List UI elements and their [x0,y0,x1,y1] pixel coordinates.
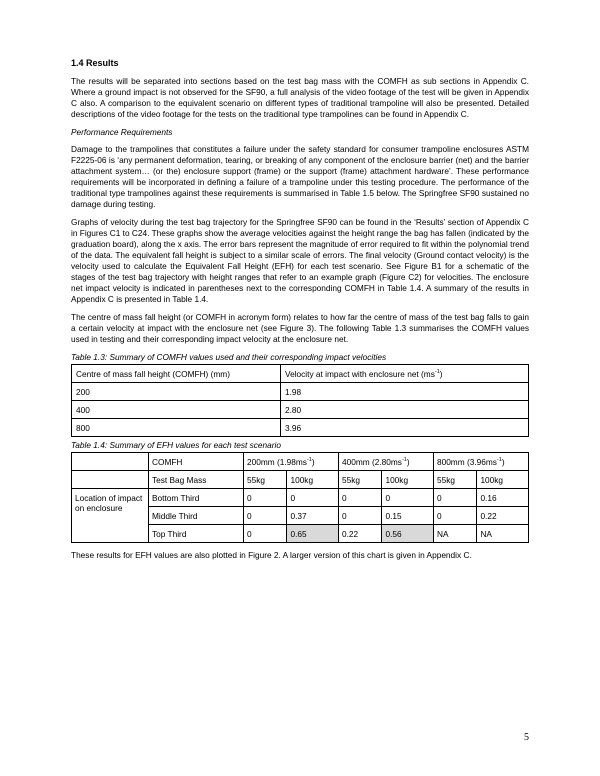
cell-efh: 0.56 [382,525,434,543]
row-label: Top Third [149,525,244,543]
header-comfh: Centre of mass fall height (COMFH) (mm) [72,365,281,383]
location-label: Location of impact on enclosure [72,489,149,543]
cell-mass: 55kg [244,471,287,489]
paragraph-velocity-graphs: Graphs of velocity during the test bag trajectory for the Springfree SF90 can be found in the ‘Results’ section of Appendix C in Figures C1 to C24. These graphs show the average velocities against the height range the bag has fallen (indicated by the graduation board), along the x axis. The error bars represent the magnitude of error required to fit within the polynomial trend of the data. The equivalent fall height is subject to a similar scale of errors. The final velocity (Ground contact velocity) is the velocity used to calculate the Equivalent Fall Height (EFH) for each test scenario. See Figure B1 for a schematic of the stages of the test bag trajectory with height ranges that refer to an example graph (Figure C2) for velocities. The enclosure net impact velocity is indicated in parentheses next to the corresponding COMFH in Table 1.4. A summary of the results in Appendix C is presented in Table 1.4. [71,217,529,304]
table-header-row [72,365,529,383]
cell-efh: 0.22 [477,507,529,525]
table-1-4-caption: Table 1.4: Summary of EFH values for each test scenario [71,440,281,450]
table-header-row [72,471,529,489]
page-number: 5 [524,732,529,743]
header-group-800: 800mm $(3.96ms^{-1})$ [433,453,528,471]
cell-efh: 0.65 [287,525,339,543]
header-mass: Test Bag Mass [149,471,244,489]
cell-efh: 0 [433,507,476,525]
blank-cell [72,453,149,471]
table-1-3 [71,364,529,437]
paragraph-performance: Damage to the trampolines that constitutes a failure under the safety standard for consumer trampoline enclosures ASTM F2225-06 is ‘any permanent deformation, tearing, or breaking of any component of the enclosure barrier (net) and the barrier attachment system… (or the) enclosure support (frame) or the support (frame) attachment hardware’. These performance requirements will be incorporated in defining a failure of a trampoline under this testing procedure. The performance of the traditional type trampolines against these requirements is summarised in Table 1.5 below. The Springfree SF90 sustained no damage during testing. [71,144,529,209]
cell-efh: 0.37 [287,507,339,525]
table-1-3-caption: Table 1.3: Summary of COMFH values used and their corresponding impact velocities [71,352,387,362]
cell-efh: NA [477,525,529,543]
cell-efh: 0 [244,507,287,525]
cell-velocity: 1.98 [281,383,529,401]
subheading-performance: Performance Requirements [71,127,173,137]
cell-velocity: 2.80 [281,401,529,419]
header-comfh: COMFH [149,453,244,471]
header-group-200: 200mm $(1.98ms^{-1})$ [244,453,339,471]
table-header-row [72,453,529,471]
cell-efh: 0 [433,489,476,507]
document-page [71,52,529,568]
cell-efh: 0.22 [338,525,381,543]
cell-comfh: 200 [72,383,281,401]
table-row [72,419,529,437]
cell-mass: 100kg [382,471,434,489]
cell-mass: 100kg [287,471,339,489]
table-row [72,401,529,419]
cell-comfh: 400 [72,401,281,419]
blank-cell [72,471,149,489]
cell-efh: 0 [382,489,434,507]
paragraph-efh-plot: These results for EFH values are also plotted in Figure 2. A larger version of this chart is given in Appendix C. [71,550,472,560]
cell-efh: 0 [338,507,381,525]
cell-efh: 0 [338,489,381,507]
header-group-400: 400mm $(2.80ms^{-1})$ [338,453,433,471]
cell-mass: 55kg [338,471,381,489]
cell-velocity: 3.96 [281,419,529,437]
cell-mass: 100kg [477,471,529,489]
cell-comfh: 800 [72,419,281,437]
cell-efh: 0.15 [382,507,434,525]
table-row [72,489,529,507]
cell-efh: 0 [244,489,287,507]
table-row [72,383,529,401]
header-velocity: Velocity at impact with enclosure net $(ms^{-1})$ [281,365,529,383]
cell-efh: 0 [287,489,339,507]
cell-mass: 55kg [433,471,476,489]
paragraph-intro: The results will be separated into sections based on the test bag mass with the COMFH as sub sections in Appendix C. Where a ground impact is not observed for the SF90, a full analysis of the video footage of the test will be given in Appendix C also. A comparison to the equivalent scenario on different types of traditional trampoline will also be presented. Detailed descriptions of the video footage for the tests on the traditional type trampolines can be found in Appendix C. [71,76,529,119]
paragraph-comfh: The centre of mass fall height (or COMFH in acronym form) relates to how far the centre of mass of the test bag falls to gain a certain velocity at impact with the enclosure net (see Figure 3). The following Table 1.3 summarises the COMFH values used in testing and their corresponding impact velocity at the enclosure net. [71,312,529,344]
row-label: Bottom Third [149,489,244,507]
cell-efh: 0.16 [477,489,529,507]
cell-efh: NA [433,525,476,543]
table-1-4 [71,452,529,543]
cell-efh: 0 [244,525,287,543]
row-label: Middle Third [149,507,244,525]
section-heading: 1.4 Results [71,58,119,68]
